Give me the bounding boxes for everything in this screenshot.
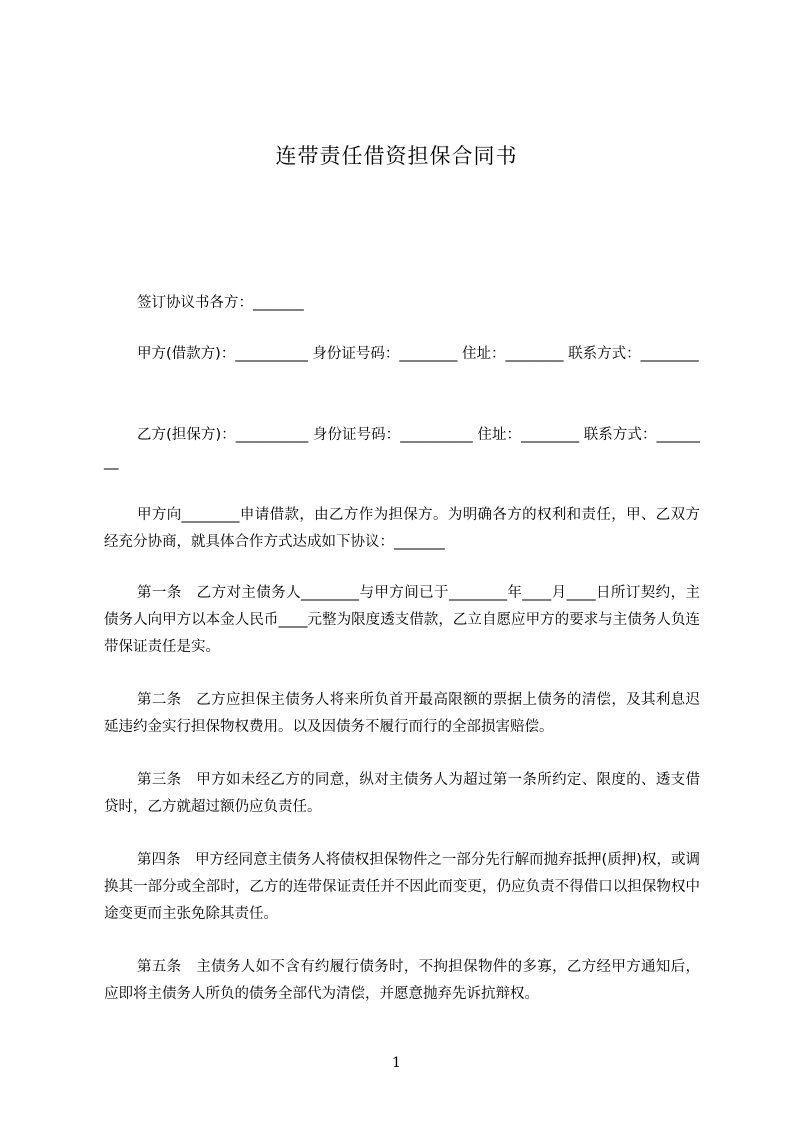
paragraph-party-a: 甲方(借款方)：__________ 身份证号码：________ 住址：________ 联系方式：________: [137, 346, 699, 362]
page-number: 1: [392, 1055, 401, 1071]
paragraph-signing-parties: 签订协议书各方：_______: [137, 295, 304, 311]
paragraph-article-5: 第五条 主债务人如不含有约履行债务时，不拘担保物件的多寡，乙方经甲方通知后，应即将主债务人所负的债务全部代为清偿，并愿意抛弃先诉抗辩权。: [104, 959, 700, 1002]
paragraph-article-4: 第四条 甲方经同意主债务人将债权担保物件之一部分先行解而抛弃抵押(质押)权，或调换其一部分或全部时，乙方的连带保证责任并不因此而变更，仍应负责不得借口以担保物权中途变更而主张免除其责任。: [104, 852, 700, 922]
document-title: 连带责任借资担保合同书: [275, 144, 518, 168]
paragraph-party-b: 乙方(担保方)：__________ 身份证号码：__________ 住址：________ 联系方式：________: [104, 427, 700, 470]
paragraph-article-3: 第三条 甲方如未经乙方的同意，纵对主债务人为超过第一条所约定、限度的、透支借贷时，乙方就超过额仍应负责任。: [104, 772, 700, 815]
paragraph-preamble: 甲方向________申请借款，由乙方作为担保方。为明确各方的权利和责任，甲、乙双方经充分协商，就具体合作方式达成如下协议：_______: [104, 507, 700, 550]
paragraph-article-2: 第二条 乙方应担保主债务人将来所负首开最高限额的票据上债务的清偿，及其利息迟延违约金实行担保物权费用。以及因债务不履行而行的全部损害赔偿。: [104, 692, 700, 735]
paragraph-article-1: 第一条 乙方对主债务人________与甲方间已于________年____月____日所订契约，主债务人向甲方以本金人民币____元整为限度透支借款，乙立自愿应甲方的要求与主债务人负连带保证责任是实。: [104, 585, 700, 655]
